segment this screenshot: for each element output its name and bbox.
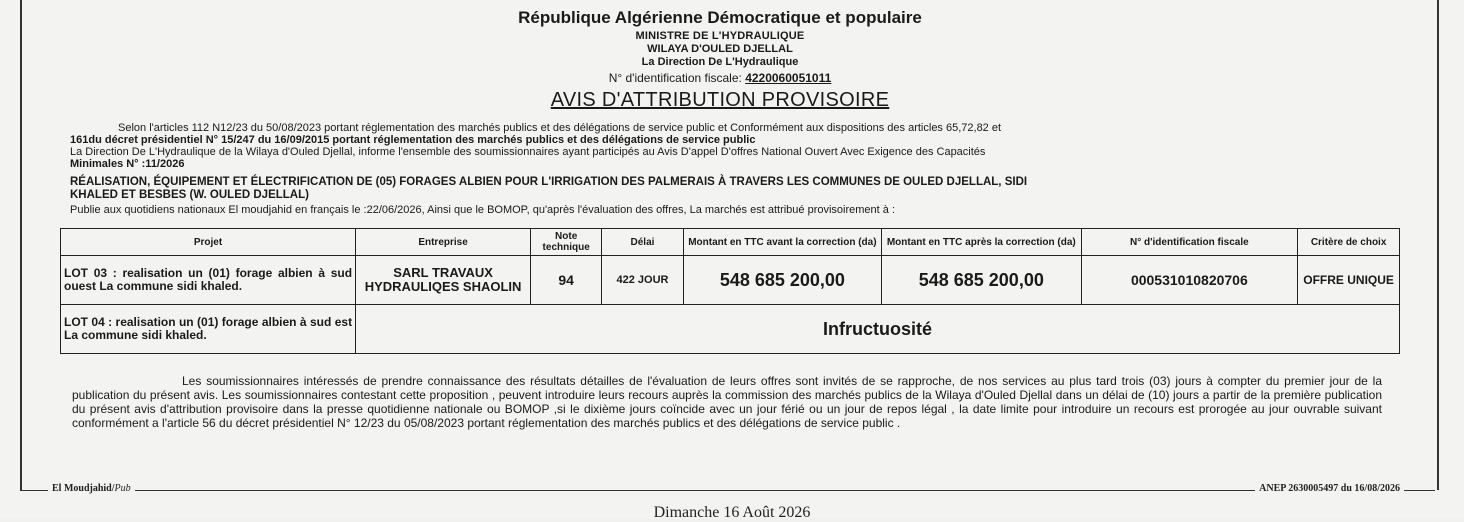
closing-paragraph: Les soumissionnaires intéressés de prendre connaissance des résultats détailles de l'évaluation de leurs offres sont invités de se rapproche, de nos services au plus tard trois (03) jours à compter du premier jour de la publication du présent avis. Les soumissionnaires contestant cette proposition , peuvent introduire leurs recours auprès la commission des marchés publics de la Wilaya d'Ouled Djellal dans un délai de (10) jours a partir de la première publication du présent avis d'attribution provisoire dans la presse quotidienne nationale ou BOMOP ,si le dixième jours coïncide avec un jour férié ou un jour de repos légal , la date limite pour introduire un recours est prorogée au jour ouvrable suivant conformément a l'article 56 du décret présidentiel N° 12/23 du 05/08/2023 portant réglementation des marchés publics et des délégations de service public . [72, 374, 1382, 430]
cell-projet: LOT 03 : realisation un (01) forage albien à sud ouest La commune sidi khaled. [61, 256, 356, 305]
intro-line-1: Selon l'articles 112 N12/23 du 50/08/2023 portant réglementation des marchés publics et des délégations de service public et Conformément aux dispositions des articles 65,72,82 et [118, 122, 1002, 134]
tax-id-label: N° d'identification fiscale: [608, 71, 742, 85]
cell-montant-apres: 548 685 200,00 [882, 256, 1081, 305]
intro-line-2: 161du décret présidentiel N° 15/247 du 16/09/2015 portant réglementation des marchés publics et des délégations de service public [70, 134, 756, 146]
republic-heading: République Algérienne Démocratique et populaire [518, 8, 922, 27]
col-header-critere: Critère de choix [1298, 229, 1400, 256]
col-header-montant-avant: Montant en TTC avant la correction (da) [683, 229, 881, 256]
table-row [61, 305, 1400, 354]
cell-projet: LOT 04 : realisation un (01) forage albien à sud est La commune sidi khaled. [61, 305, 356, 354]
intro-line-4: Minimales N° :11/2026 [70, 158, 185, 170]
table-row [61, 256, 1400, 305]
cell-nif: 000531010820706 [1081, 256, 1298, 305]
wilaya-heading: WILAYA D'OULED DJELLAL [647, 43, 793, 55]
footer-paper: El Moudjahid/ [52, 483, 115, 494]
footer-pub: Pub [114, 483, 131, 494]
direction-heading: La Direction De L'Hydraulique [641, 56, 799, 68]
tax-id-value: 4220060051011 [745, 71, 832, 85]
col-header-projet: Projet [61, 229, 356, 256]
col-header-delai: Délai [602, 229, 683, 256]
cell-entreprise: SARL TRAVAUX HYDRAULIQES SHAOLIN [356, 256, 531, 305]
cell-montant-avant: 548 685 200,00 [683, 256, 881, 305]
footer-anep: ANEP 2630005497 du 16/08/2026 [1255, 483, 1404, 494]
tax-id-line [0, 71, 1440, 85]
cell-critere: OFFRE UNIQUE [1298, 256, 1400, 305]
col-header-nif: N° d'identification fiscale [1081, 229, 1298, 256]
cell-infructuosite: Infructuosité [356, 305, 1400, 354]
page-date: Dimanche 16 Août 2026 [653, 504, 811, 521]
intro-line-3: La Direction De L'Hydraulique de la Wilaya d'Ouled Djellal, informe l'ensemble des soumissionnaires ayant participés au Avis D'appel D'offres National Ouvert Avec Exigence des Capacités [70, 146, 986, 158]
footer-source [48, 483, 135, 494]
col-header-montant-apres: Montant en TTC après la correction (da) [882, 229, 1081, 256]
intro-line-7: Publie aux quotidiens nationaux El moudjahid en français le :22/06/2026, Ainsi que le BOMOP, qu'après l'évaluation des offres, La marchés est attribué provisoirement à : [70, 204, 896, 216]
col-header-entreprise: Entreprise [356, 229, 531, 256]
notice-title: AVIS D'ATTRIBUTION PROVISOIRE [550, 89, 890, 111]
col-header-note: Note technique [531, 229, 602, 256]
attribution-table [60, 228, 1400, 354]
intro-line-6: KHALED ET BESBES (W. OULED DJELLAL) [70, 189, 309, 201]
cell-delai: 422 JOUR [602, 256, 683, 305]
intro-line-5: RÉALISATION, ÉQUIPEMENT ET ÉLECTRIFICATION DE (05) FORAGES ALBIEN POUR L'IRRIGATION DES PALMERAIS À TRAVERS LES COMMUNES DE OULED DJELLAL, SIDI [70, 176, 1028, 188]
table-header-row [61, 229, 1400, 256]
footer-rule [20, 490, 1435, 491]
ministry-heading: MINISTRE DE L'HYDRAULIQUE [635, 30, 805, 42]
cell-note: 94 [531, 256, 602, 305]
